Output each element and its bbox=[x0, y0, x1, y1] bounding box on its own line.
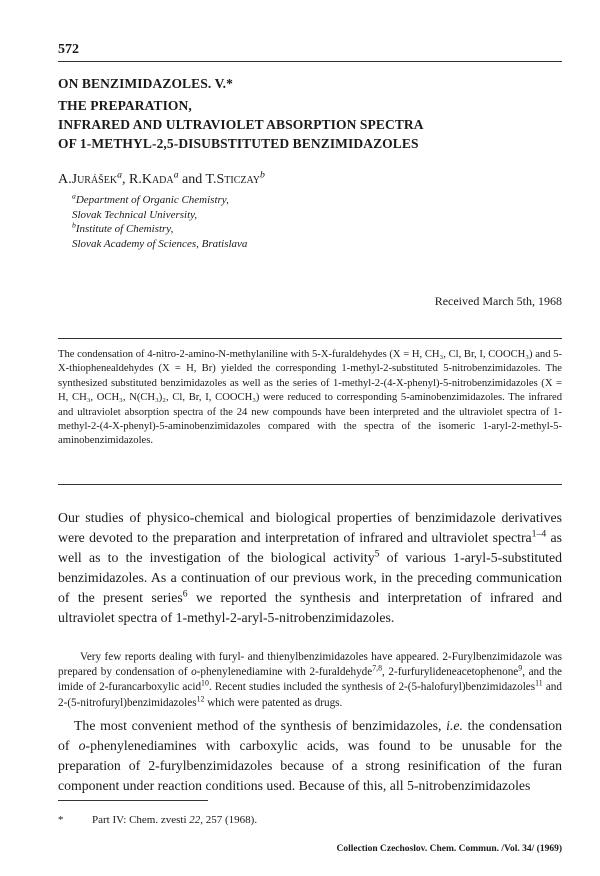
author-name: Jurášek bbox=[71, 172, 118, 187]
text: , 257 (1968). bbox=[200, 814, 258, 826]
affiliations bbox=[72, 193, 247, 251]
affiliation-text: Institute of Chemistry, bbox=[75, 223, 174, 235]
header-rule bbox=[58, 61, 562, 62]
reference-mark: 12 bbox=[196, 693, 205, 703]
body-paragraph bbox=[58, 508, 562, 628]
text: as well as to the investigation of the biological activity bbox=[58, 530, 562, 565]
text: -phenylenediamines with carboxylic acids, was found to be unusable for the preparation of 2-furylbenzimidazoles because of a strong resinification of the furan component under reaction conditions used. Because of this, all 5-nitrobenzimidazoles bbox=[58, 738, 562, 793]
volume: 22 bbox=[189, 814, 201, 826]
text: , and the imide of 2-furancarboxylic acid bbox=[58, 666, 562, 694]
separator: and bbox=[178, 172, 206, 187]
reference-mark: 9 bbox=[518, 663, 523, 673]
received-date: Received March 5th, 1968 bbox=[434, 294, 562, 308]
title-line: THE PREPARATION, bbox=[58, 98, 192, 113]
affiliation-line bbox=[72, 193, 247, 208]
reference-mark: 6 bbox=[182, 588, 188, 600]
title-line: OF 1-METHYL-2,5-DISUBSTITUTED BENZIMIDAZOLES bbox=[58, 136, 419, 151]
affiliation-line bbox=[72, 222, 247, 237]
page-number: 572 bbox=[58, 42, 79, 57]
affil-mark: b bbox=[72, 220, 76, 230]
text: The most convenient method of the synthesis of benzimidazoles, bbox=[74, 718, 447, 733]
affil-mark: a bbox=[173, 169, 179, 181]
title-line: ON BENZIMIDAZOLES. V.* bbox=[58, 76, 233, 91]
affil-mark: a bbox=[117, 169, 122, 181]
text: and 2-(5-nitrofuryl)benzimidazoles bbox=[58, 681, 562, 709]
author-initial: T. bbox=[205, 172, 217, 187]
affiliation-text: Department of Organic Chemistry, bbox=[75, 194, 229, 206]
text: . Recent studies included the synthesis of 2-(5-halofuryl)benzimidazoles bbox=[208, 681, 536, 694]
text: Our studies of physico-chemical and biological properties of benzimidazole derivatives were devoted to the preparation and interpretation of infrared and ultraviolet spectra bbox=[58, 510, 562, 545]
text: o bbox=[78, 738, 86, 753]
abstract-top-rule bbox=[58, 338, 562, 339]
affil-mark: b bbox=[260, 169, 265, 181]
author-initial: R. bbox=[128, 172, 142, 187]
text: of various 1-aryl-5-substituted benzimidazoles. As a continuation of our previous work, in the preceding communication of the present series bbox=[58, 550, 562, 605]
text: -phenylenediamine with 2-furaldehyde bbox=[196, 666, 373, 679]
separator: , bbox=[121, 172, 129, 187]
reference-mark: 1–4 bbox=[531, 528, 547, 540]
affiliation-line: Slovak Academy of Sciences, Bratislava bbox=[72, 237, 248, 250]
footnote-rule bbox=[58, 800, 208, 801]
text: Part IV: Chem. zvesti bbox=[92, 814, 190, 826]
reference-mark: 7,8 bbox=[372, 663, 383, 673]
author-initial: A. bbox=[58, 172, 72, 187]
text: the condensation of bbox=[58, 718, 563, 753]
small-paragraph bbox=[58, 650, 562, 711]
text: o bbox=[191, 666, 197, 679]
reference-mark: 5 bbox=[374, 548, 380, 560]
abstract-bottom-rule bbox=[58, 484, 562, 485]
journal-citation: Collection Czechoslov. Chem. Commun. /Vol. 34/ (1969) bbox=[336, 844, 562, 854]
reference-mark: 11 bbox=[535, 678, 543, 688]
authors bbox=[58, 169, 265, 188]
affiliation-line: Slovak Technical University, bbox=[72, 208, 198, 221]
reference-mark: 10 bbox=[201, 678, 209, 688]
title-line: INFRARED AND ULTRAVIOLET ABSORPTION SPECTRA bbox=[58, 117, 424, 132]
body-paragraph bbox=[58, 716, 562, 796]
footnote-mark: * bbox=[58, 814, 64, 826]
text: i.e. bbox=[446, 718, 463, 733]
text: we reported the synthesis and interpretation of infrared and ultraviolet spectra of 1-methyl-2-aryl-5-nitrobenzimidazoles. bbox=[58, 590, 563, 625]
author-name: Kada bbox=[141, 172, 174, 187]
text: Very few reports dealing with furyl- and thienylbenzimidazoles have appeared. 2-Furylbenzimidazole was prepared by condensation of bbox=[58, 651, 562, 679]
text: which were patented as drugs. bbox=[204, 696, 343, 709]
author-name: Sticzay bbox=[216, 172, 261, 187]
article-title bbox=[58, 74, 568, 153]
footnote bbox=[58, 814, 257, 826]
abstract: The condensation of 4-nitro-2-amino-N-methylaniline with 5-X-furaldehydes (X = H, CH₃, Cl, Br, I, COOCH₃) and 5-X-thiophenealdehydes (X = H, Br) yielded the corresponding 1-methyl-2-substituted 5-nitrobenzimidazoles. The synthesized substituted benzimidazoles as well as the series of 1-methyl-2-(4-X-phenyl)-5-nitrobenzimidazoles (X = H, CH₃, OCH₃, N(CH₃)₂, Cl, Br, I, COOCH₃) were reduced to corresponding 5-aminobenzimidazoles. The infrared and ultraviolet absorption spectra of the 24 new compounds have been interpreted and the ultraviolet spectra of 1-methyl-2-(4-X-phenyl)-5-aminobenzimidazoles compared with the spectra of the isomeric 1-aryl-2-methyl-5-aminobenzimidazoles. bbox=[58, 349, 562, 447]
affil-mark: a bbox=[72, 191, 76, 201]
text: , 2-furfurylideneacetophenone bbox=[382, 666, 519, 679]
